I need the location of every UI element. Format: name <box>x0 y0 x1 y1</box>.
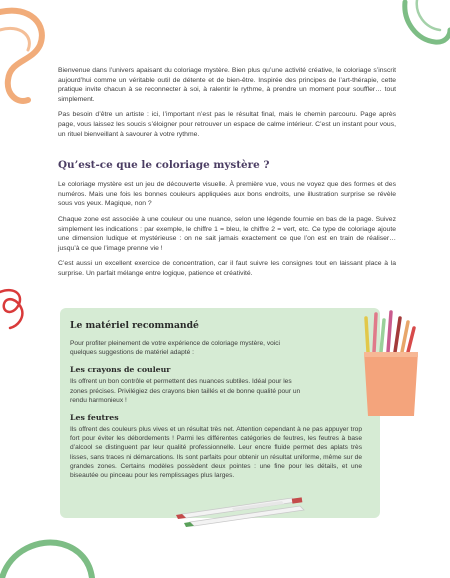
crayons-text: Ils offrent un bon contrôle et permettent des nuances subtiles. Idéal pour les zones précises. Privilégiez des crayons bien taillés et de bonne qualité pour un rendu harmonieux ! <box>70 378 301 404</box>
section-paragraph-3: C’est aussi un excellent exercice de concentration, car il faut suivre les consignes tout en laissant place à la surprise. Un parfait mélange entre logique, patience et créativité. <box>58 260 396 277</box>
section-paragraph-2: Chaque zone est associée à une couleur ou une nuance, selon une légende fournie en bas de la page. Suivez simplement les indications : par exemple, le chiffre 1 = bleu, le chiffre 2 = vert, etc. Ce type de coloriage ajoute une dimension ludique et mystérieuse : on ne sait jamais exactement ce que l’on est en train de réaliser… jusqu’à ce que l’image prenne vie ! <box>58 215 396 252</box>
crayons-heading: Les crayons de couleur <box>70 365 171 375</box>
main-content <box>58 66 396 285</box>
green-swirl-decoration-bottom <box>0 530 95 578</box>
materials-intro: Pour profiter pleinement de votre expérience de coloriage mystère, voici quelques suggestions de matériel adapté : <box>70 340 281 357</box>
section-title: Qu’est-ce que le coloriage mystère ? <box>58 159 270 172</box>
intro-paragraph-2: Pas besoin d’être un artiste : ici, l’important n’est pas le résultat final, mais le chemin parcouru. Page après page, vous laissez les soucis s’éloigner pour retrouver un espace de calme intérieur. C’est un instant pour vous, un rituel bienveillant à savourer à votre rythme. <box>58 111 396 138</box>
intro-paragraph-1: Bienvenue dans l’univers apaisant du coloriage mystère. Bien plus qu’une activité créative, le coloriage s’inscrit aujourd’hui comme un véritable outil de détente et de bien-être. Inspirée des principes de l’art-thérapie, cette pratique invite chacun à se reconnecter à soi, à ralentir le rythme, à prendre un moment pour souffler… tout simplement. <box>58 67 396 103</box>
feutres-heading: Les feutres <box>70 413 119 423</box>
section-paragraph-1: Le coloriage mystère est un jeu de découverte visuelle. À première vue, vous ne voyez que des formes et des numéros. Mais une fois les bonnes couleurs appliquées aux bons endroits, une illustration surprise se révèle sous vos yeux. Magique, non ? <box>58 181 396 208</box>
pencil-cup-illustration <box>356 308 426 420</box>
markers-illustration <box>172 492 312 528</box>
red-swirl-decoration <box>0 282 30 332</box>
green-swirl-decoration-top <box>395 0 450 60</box>
materials-box <box>60 308 380 518</box>
materials-title: Le matériel recommandé <box>70 320 199 331</box>
orange-swirl-decoration <box>0 0 60 110</box>
feutres-text: Ils offrent des couleurs plus vives et un résultat très net. Attention cependant à ne pas appuyer trop fort pour éviter les débordements ! Parmi les différentes catégories de feutres, les feutres à base d’alcool se distinguent par leur qualité professionnelle. Leur encre fluide permet des aplats très lisses, sans traces ni démarcations. Ils sont parfaits pour obtenir un résultat uniforme, même sur de grandes zones. Certains modèles possèdent deux pointes : une fine pour les détails, et une biseautée ou pinceau pour les remplissages plus larges. <box>70 426 362 480</box>
